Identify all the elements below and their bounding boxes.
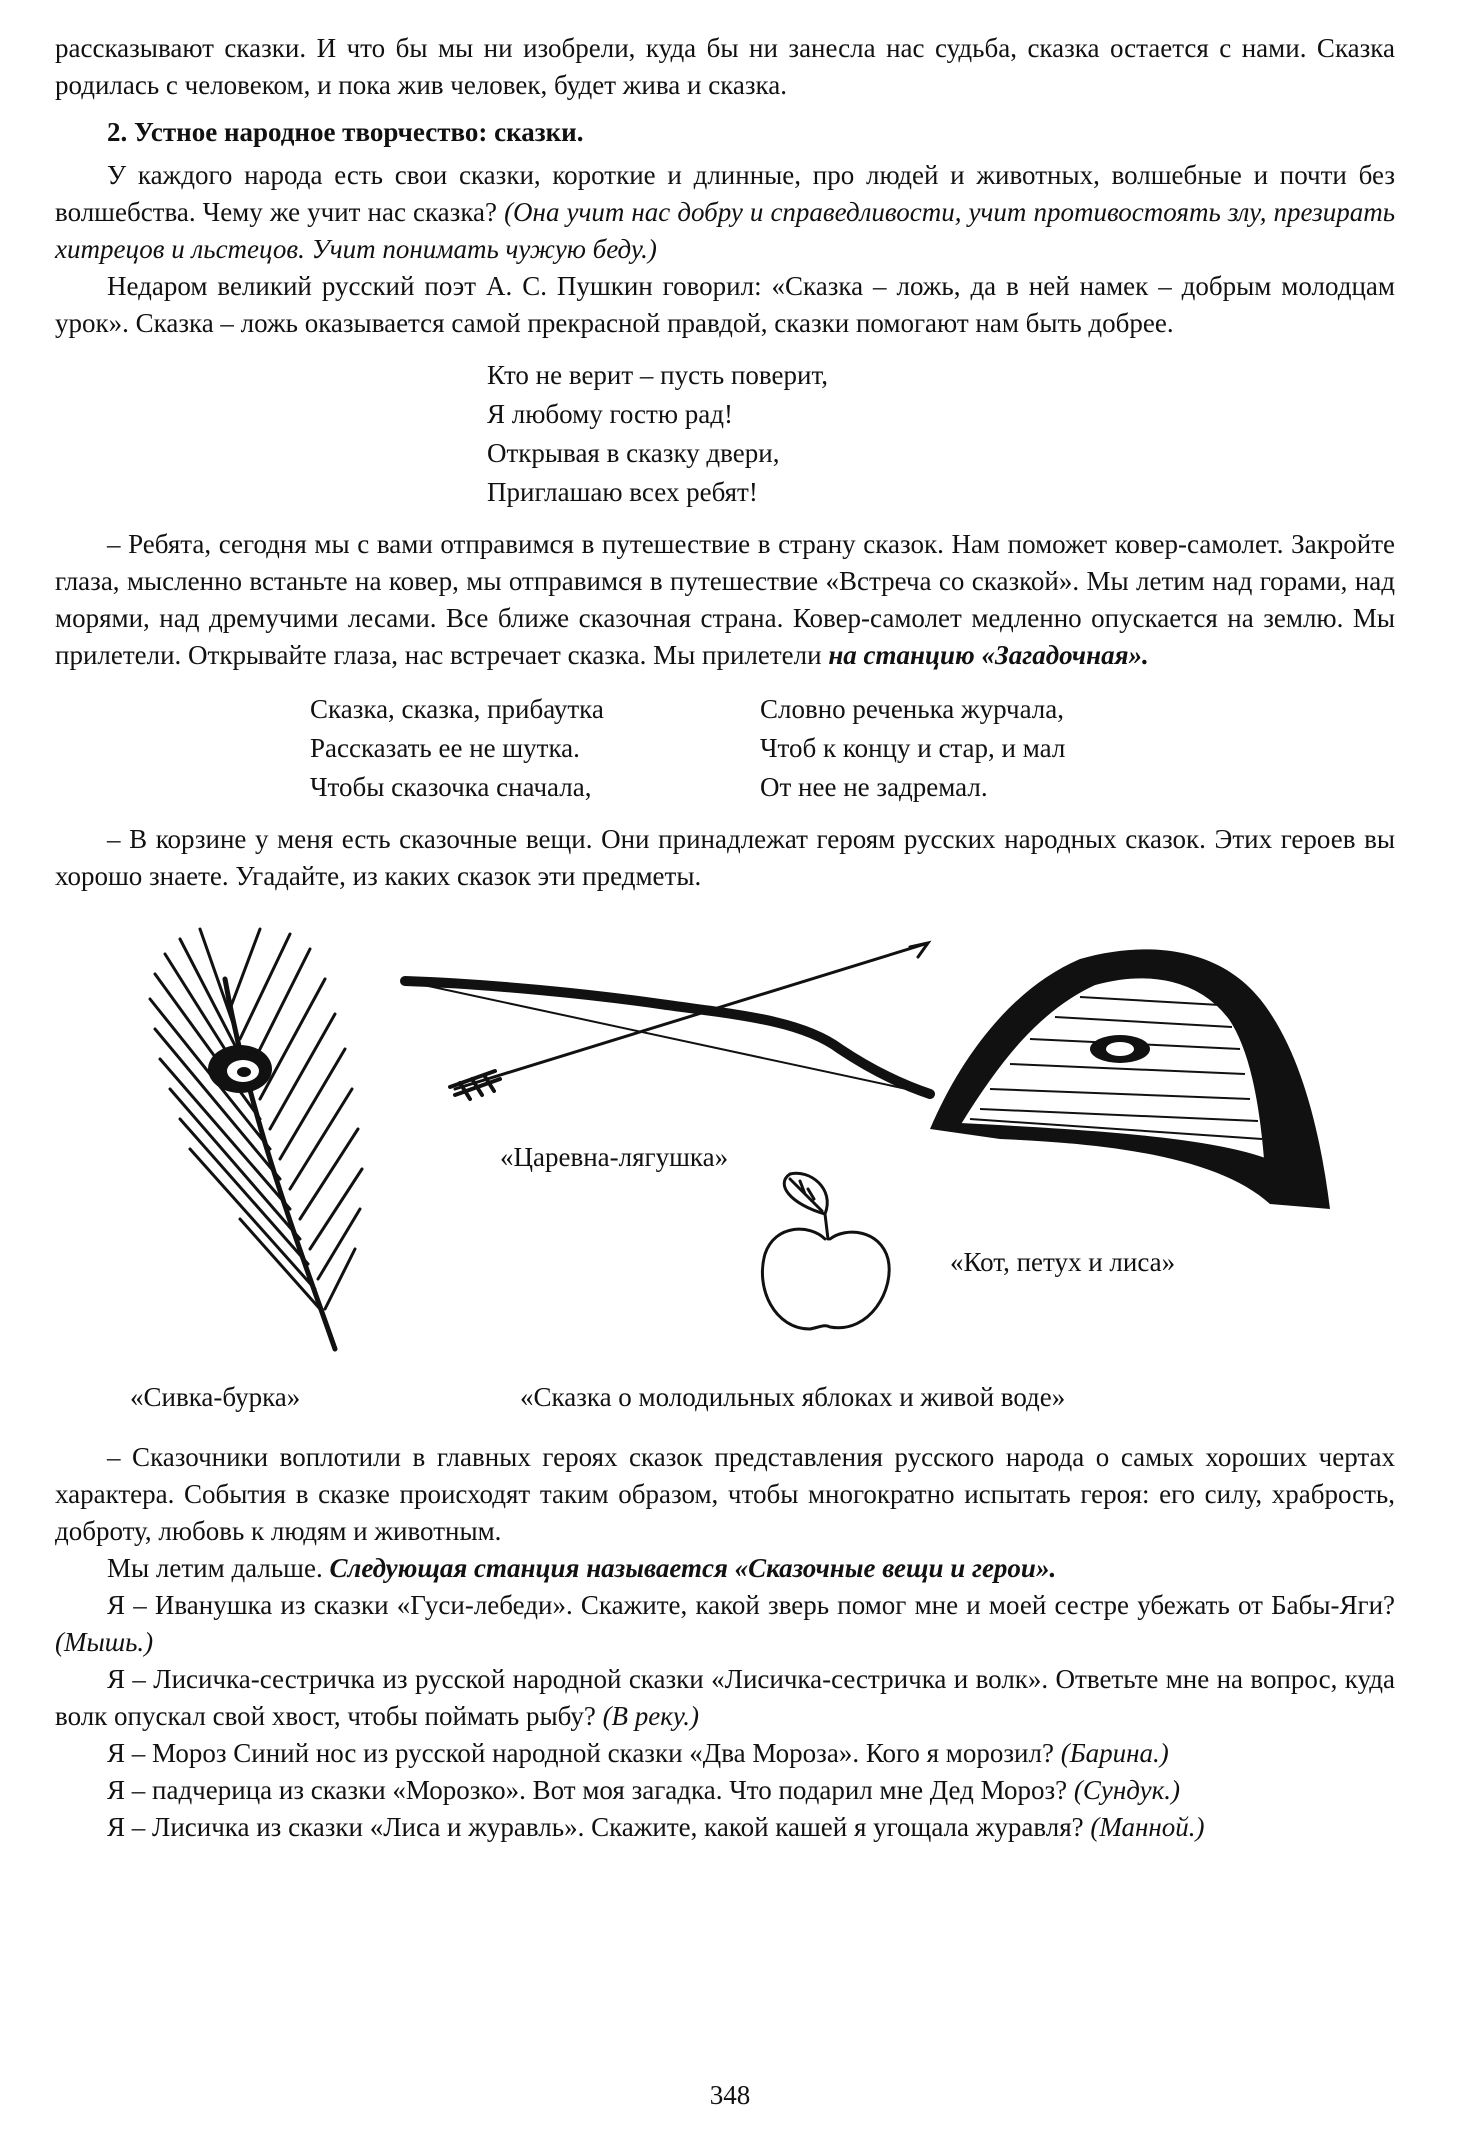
riddle: [55, 1661, 1395, 1735]
feather-illustration: [130, 919, 370, 1359]
paragraph-text: Мы летим дальше.: [107, 1553, 330, 1583]
riddle: [55, 1735, 1395, 1772]
riddle-question: Я – Мороз Синий нос из русской народной сказки «Два Мороза». Кого я морозил?: [107, 1738, 1061, 1768]
station-name: на станцию «Загадочная».: [828, 640, 1149, 670]
riddle-question: Я – Иванушка из сказки «Гуси-лебеди». Скажите, какой зверь помог мне и моей сестре убежать от Бабы-Яги?: [107, 1590, 1395, 1620]
paragraph-heroes: – Сказочники воплотили в главных героях сказок представления русского народа о самых хороших чертах характера. События в сказке происходят таким образом, чтобы многократно испытать героя: его силу, храбрость, доброту, любовь к людям и животным.: [55, 1442, 1395, 1546]
riddle: [55, 1772, 1395, 1809]
poem-line: Чтоб к концу и стар, и мал: [760, 733, 1066, 763]
paragraph-basket: – В корзине у меня есть сказочные вещи. Они принадлежат героям русских народных сказок. Этих героев вы хорошо знаете. Угадайте, из каких сказок эти предметы.: [55, 824, 1395, 891]
riddle: [55, 1587, 1395, 1661]
poem-line: От нее не задремал.: [760, 772, 988, 802]
riddle-answer: (Мышь.): [55, 1627, 154, 1657]
poem-line: Чтобы сказочка сначала,: [310, 772, 592, 802]
paragraph-text: – Ребята, сегодня мы с вами отправимся в путешествие в страну сказок. Нам поможет ковер-самолет. Закройте глаза, мысленно встаньте на ковер, мы отправимся в путешествие «Встреча со сказкой». Мы летим над горами, над морями, над дремучими лесами. Все ближе сказочная страна. Ковер-самолет медленно опускается на землю. Мы прилетели. Открывайте глаза, нас встречает сказка. Мы прилетели: [55, 529, 1395, 670]
paragraph-text: У каждого народа есть свои сказки, короткие и длинные, про людей и животных, волшебные и почти без волшебства. Чему же учит нас сказка?: [55, 160, 1395, 227]
poem-column-left: [310, 690, 760, 807]
paragraph-what-fairytale-teaches: [55, 157, 1395, 268]
illustrations: [55, 909, 1395, 1439]
poem-line: Кто не верит – пусть поверит,: [487, 360, 828, 390]
bow-and-arrow-illustration: [400, 939, 940, 1109]
poem-line: Я любому гостю рад!: [487, 399, 733, 429]
riddle-question: Я – Лисичка-сестричка из русской народной сказки «Лисичка-сестричка и волк». Ответьте мне на вопрос, куда волк опускал свой хвост, чтобы поймать рыбу?: [55, 1664, 1395, 1731]
intro-paragraph: рассказывают сказки. И что бы мы ни изобрели, куда бы ни занесла нас судьба, сказка остается с нами. Сказка родилась с человеком, и пока жив человек, будет жива и сказка.: [55, 33, 1395, 100]
section-heading: 2. Устное народное творчество: сказки.: [107, 117, 584, 147]
paragraph-pushkin-quote: Недаром великий русский поэт А. С. Пушкин говорил: «Сказка – ложь, да в ней намек – добрым молодцам урок». Сказка – ложь оказывается самой прекрасной правдой, сказки помогают нам быть добрее.: [55, 271, 1395, 338]
riddle-answer: (Сундук.): [1073, 1775, 1180, 1805]
poem-welcome: [487, 356, 1395, 512]
poem-pribautka: [310, 690, 1395, 807]
page-content: [55, 30, 1395, 1846]
answer-text: (Она учит нас добру и справедливости, учит противостоять злу, презирать хитрецов и льстецов. Учит понимать чужую беду.): [55, 197, 1395, 264]
paragraph-journey: [55, 526, 1395, 674]
riddle-answer: (Манной.): [1090, 1812, 1205, 1842]
riddle: [55, 1809, 1395, 1846]
caption-sivka-burka: «Сивка-бурка»: [130, 1382, 301, 1412]
station-name: Следующая станция называется «Сказочные вещи и герои».: [329, 1553, 1057, 1583]
riddle-question: Я – падчерица из сказки «Морозко». Вот моя загадка. Что подарил мне Дед Мороз?: [107, 1775, 1074, 1805]
apple-illustration: [750, 1169, 900, 1339]
riddle-question: Я – Лисичка из сказки «Лиса и журавль». Скажите, какой кашей я угощала журавля?: [107, 1812, 1091, 1842]
poem-line: Открывая в сказку двери,: [487, 438, 780, 468]
caption-molodilnye-yabloki: «Сказка о молодильных яблоках и живой воде»: [520, 1382, 1066, 1412]
caption-tsarevna-lyagushka: «Царевна-лягушка»: [500, 1142, 729, 1172]
caption-kot-petukh-lisa: «Кот, петух и лиса»: [950, 1247, 1176, 1277]
paragraph-next-station: [55, 1550, 1395, 1587]
riddle-answer: (В реку.): [602, 1701, 699, 1731]
poem-column-right: [760, 690, 1210, 807]
page-number: 348: [709, 2080, 751, 2110]
poem-line: Словно реченька журчала,: [760, 694, 1065, 724]
gusli-illustration: [920, 939, 1340, 1229]
poem-line: Приглашаю всех ребят!: [487, 477, 758, 507]
poem-line: Сказка, сказка, прибаутка: [310, 694, 604, 724]
poem-line: Рассказать ее не шутка.: [310, 733, 580, 763]
riddle-answer: (Барина.): [1060, 1738, 1169, 1768]
